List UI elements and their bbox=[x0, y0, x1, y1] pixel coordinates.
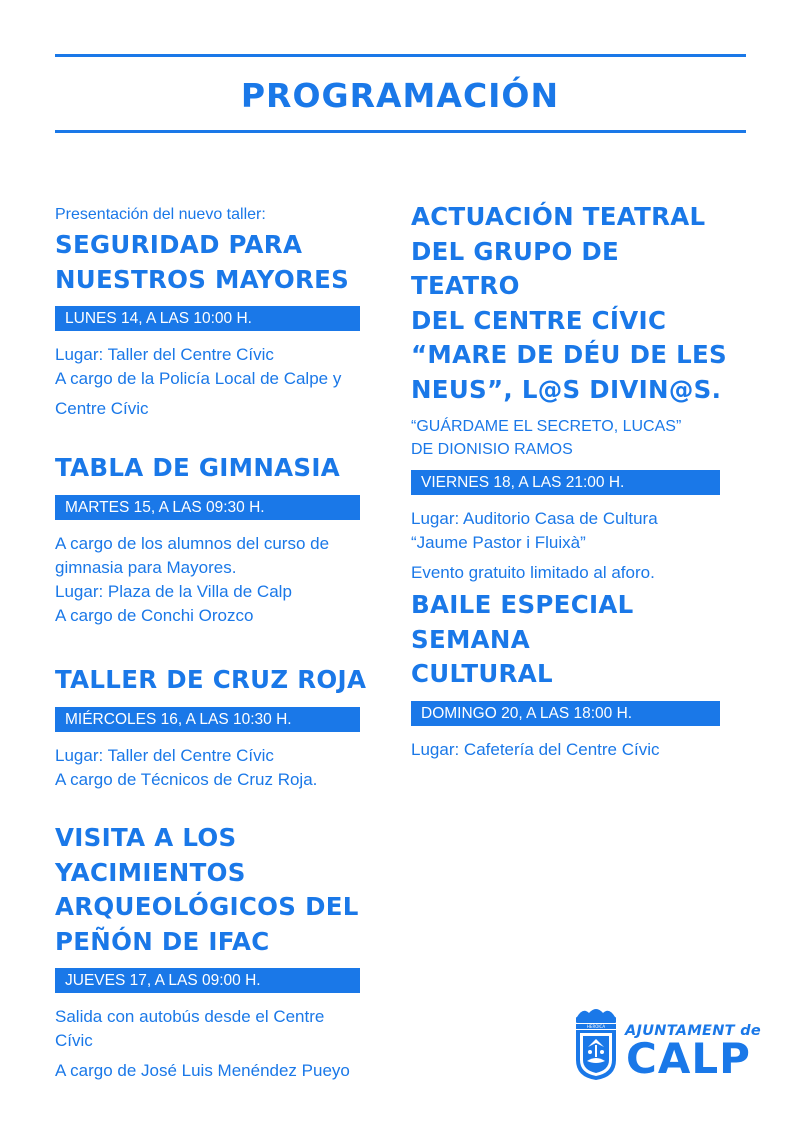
event-seguridad bbox=[55, 204, 395, 421]
event-title: ACTUACIÓN TEATRAL DEL GRUPO DE TEATRO DEL CENTRE CÍVIC “MARE DE DÉU DE LES NEUS”, L@S DIVIN@S. bbox=[411, 202, 727, 404]
event-title: SEGURIDAD PARA NUESTROS MAYORES bbox=[55, 230, 350, 294]
event-detail: Cívic bbox=[55, 1031, 93, 1050]
event-title: VISITA A LOS YACIMIENTOS ARQUEOLÓGICOS DEL PEÑÓN DE IFAC bbox=[55, 823, 359, 956]
event-gimnasia bbox=[55, 451, 395, 628]
event-kicker: Presentación del nuevo taller: bbox=[55, 206, 266, 223]
event-date: LUNES 14, A LAS 10:00 H. bbox=[55, 306, 360, 331]
event-detail: Salida con autobús desde el Centre bbox=[55, 1007, 325, 1026]
event-date: JUEVES 17, A LAS 09:00 H. bbox=[55, 968, 360, 993]
event-detail: Lugar: Cafetería del Centre Cívic bbox=[411, 739, 660, 759]
event-detail: Lugar: Taller del Centre Cívic bbox=[55, 745, 274, 765]
event-date: DOMINGO 20, A LAS 18:00 H. bbox=[411, 701, 720, 726]
event-detail: Evento gratuito limitado al aforo. bbox=[411, 563, 655, 582]
event-detail: Lugar: Auditorio Casa de Cultura bbox=[411, 509, 658, 528]
event-detail: “Jaume Pastor i Fluixà” bbox=[411, 533, 586, 552]
event-date: MARTES 15, A LAS 09:30 H. bbox=[55, 495, 360, 520]
logo-text-ajuntament: AJUNTAMENT de bbox=[625, 1023, 762, 1039]
event-detail: A cargo de la Policía Local de Calpe y bbox=[55, 369, 342, 388]
event-yacimientos bbox=[55, 821, 395, 1083]
event-detail: Lugar: Plaza de la Villa de Calp bbox=[55, 581, 292, 601]
event-detail: A cargo de los alumnos del curso de bbox=[55, 533, 330, 553]
event-detail: A cargo de Técnicos de Cruz Roja. bbox=[55, 769, 318, 789]
event-title: BAILE ESPECIAL SEMANA CULTURAL bbox=[411, 590, 634, 688]
event-title: TABLA DE GIMNASIA bbox=[55, 453, 341, 482]
bottom-rule bbox=[55, 130, 746, 133]
event-detail: Centre Cívic bbox=[55, 399, 149, 418]
top-rule bbox=[55, 54, 746, 57]
event-cruz-roja bbox=[55, 663, 395, 792]
event-date: MIÉRCOLES 16, A LAS 10:30 H. bbox=[55, 707, 360, 732]
event-title: TALLER DE CRUZ ROJA bbox=[55, 665, 367, 694]
event-detail: A cargo de José Luis Menéndez Pueyo bbox=[55, 1061, 350, 1080]
event-detail: Lugar: Taller del Centre Cívic bbox=[55, 345, 274, 364]
logo-text-calp: CALP bbox=[626, 1034, 751, 1083]
event-baile bbox=[411, 588, 731, 762]
page-title: PROGRAMACIÓN bbox=[240, 76, 560, 115]
event-teatro bbox=[411, 200, 731, 585]
event-subtitle: “GUÁRDAME EL SECRETO, LUCAS” DE DIONISIO RAMOS bbox=[411, 418, 682, 458]
event-detail: A cargo de Conchi Orozco bbox=[55, 605, 254, 625]
event-date: VIERNES 18, A LAS 21:00 H. bbox=[411, 470, 720, 495]
logo-shield-text: HEROICA bbox=[586, 1024, 606, 1030]
event-detail: gimnasia para Mayores. bbox=[55, 557, 237, 577]
